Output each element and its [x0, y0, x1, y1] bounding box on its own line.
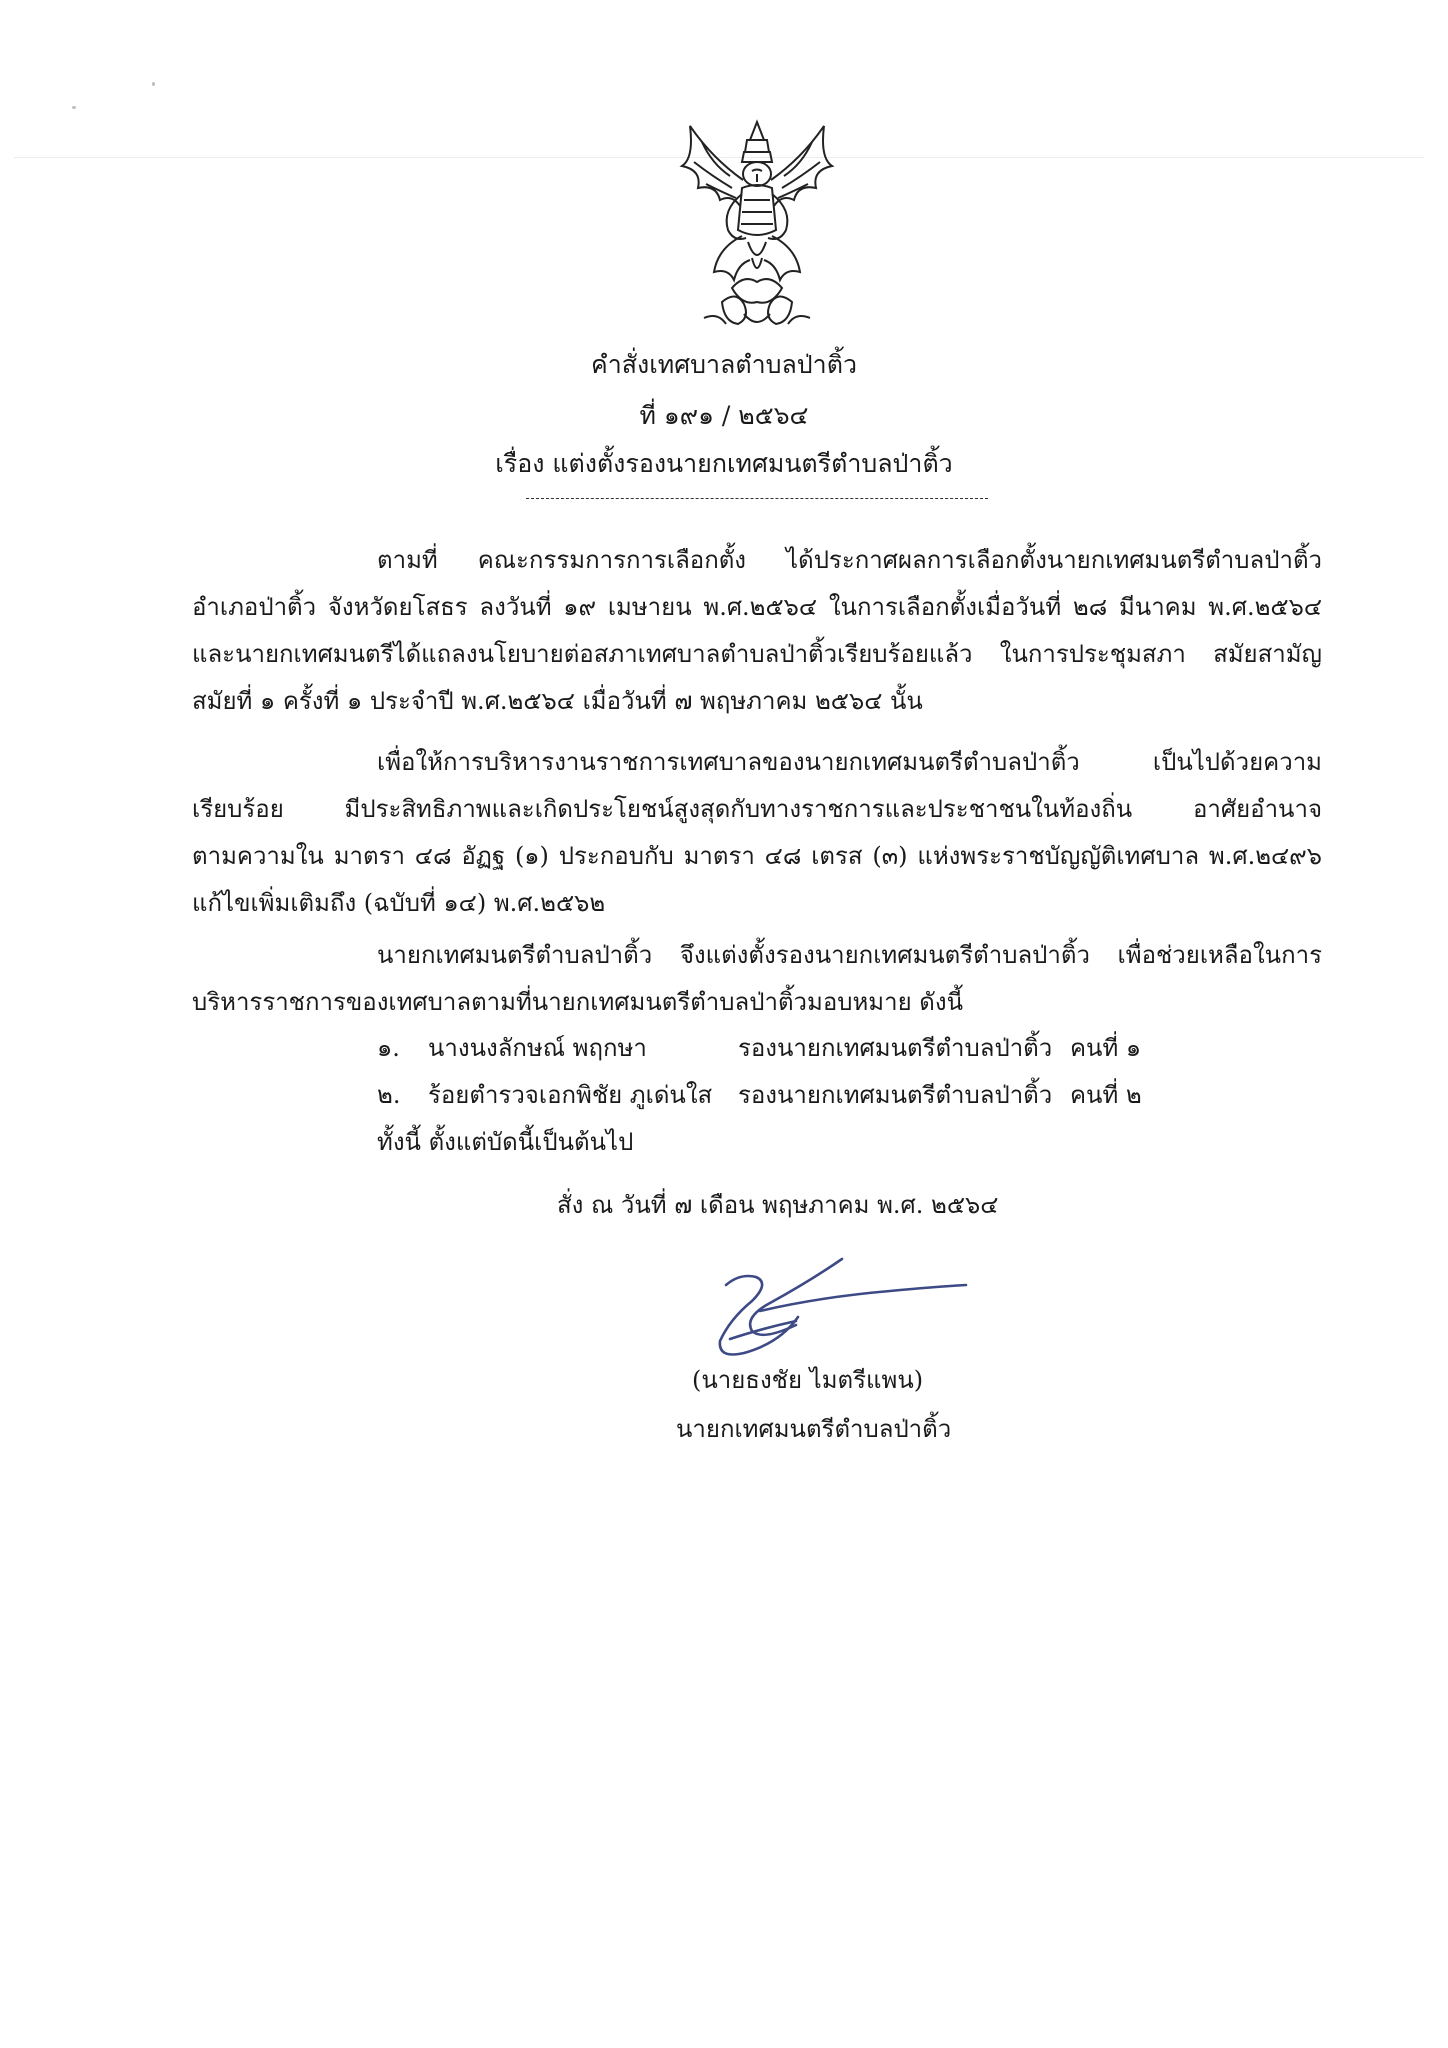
scan-speck — [72, 106, 76, 109]
paragraph-line: ตามความใน มาตรา ๔๘ อัฏฐ (๑) ประกอบกับ มาตรา ๔๘ เตรส (๓) แห่งพระราชบัญญัติเทศบาล พ.ศ.๒๔๙๖ — [192, 842, 1322, 870]
appointee-name: นางนงลักษณ์ พฤกษา — [428, 1034, 647, 1062]
handwritten-signature — [700, 1255, 980, 1360]
effective-clause: ทั้งนี้ ตั้งแต่บัดนี้เป็นต้นไป — [377, 1128, 634, 1156]
paragraph-line: บริหารราชการของเทศบาลตามที่นายกเทศมนตรีตำบลป่าติ้วมอบหมาย ดังนี้ — [192, 988, 963, 1016]
garuda-emblem-icon — [672, 118, 842, 330]
signatory-title: นายกเทศมนตรีตำบลป่าติ้ว — [676, 1415, 952, 1443]
appointee-name: ร้อยตำรวจเอกพิชัย ภูเด่นใส — [428, 1081, 713, 1109]
paragraph-line: สมัยที่ ๑ ครั้งที่ ๑ ประจำปี พ.ศ.๒๕๖๔ เมื่อวันที่ ๗ พฤษภาคม ๒๕๖๔ นั้น — [192, 687, 923, 715]
order-subject: เรื่อง แต่งตั้งรองนายกเทศมนตรีตำบลป่าติ้ว — [495, 449, 953, 478]
appointee-number: ๑. — [377, 1034, 400, 1062]
paragraph-line: ตามที่ คณะกรรมการการเลือกตั้ง ได้ประกาศผลการเลือกตั้งนายกเทศมนตรีตำบลป่าติ้ว — [377, 546, 1322, 574]
appointee-position: รองนายกเทศมนตรีตำบลป่าติ้ว — [738, 1081, 1053, 1109]
paragraph-line: นายกเทศมนตรีตำบลป่าติ้ว จึงแต่งตั้งรองนายกเทศมนตรีตำบลป่าติ้ว เพื่อช่วยเหลือในการ — [377, 941, 1322, 969]
paragraph-line: แก้ไขเพิ่มเติมถึง (ฉบับที่ ๑๔) พ.ศ.๒๕๖๒ — [192, 889, 606, 917]
appointee-number: ๒. — [377, 1081, 401, 1109]
order-title: คำสั่งเทศบาลตำบลป่าติ้ว — [591, 350, 857, 379]
appointee-position: รองนายกเทศมนตรีตำบลป่าติ้ว — [738, 1034, 1053, 1062]
order-date: สั่ง ณ วันที่ ๗ เดือน พฤษภาคม พ.ศ. ๒๕๖๔ — [557, 1191, 999, 1219]
appointee-rank: คนที่ ๒ — [1070, 1081, 1142, 1109]
scan-speck — [152, 82, 155, 86]
appointee-rank: คนที่ ๑ — [1070, 1034, 1142, 1062]
paragraph-line: และนายกเทศมนตรีได้แถลงนโยบายต่อสภาเทศบาลตำบลป่าติ้วเรียบร้อยแล้ว ในการประชุมสภา สมัยสามัญ — [192, 640, 1322, 668]
signatory-name: (นายธงชัย ไมตรีแพน) — [692, 1366, 924, 1394]
paragraph-line: อำเภอป่าติ้ว จังหวัดยโสธร ลงวันที่ ๑๙ เมษายน พ.ศ.๒๕๖๔ ในการเลือกตั้งเมื่อวันที่ ๒๘ มีนาคม พ.ศ.๒๕๖๔ — [192, 593, 1322, 621]
header-divider — [526, 498, 988, 499]
paragraph-line: เรียบร้อย มีประสิทธิภาพและเกิดประโยชน์สูงสุดกับทางราชการและประชาชนในท้องถิ่น อาศัยอำนาจ — [192, 795, 1322, 823]
paragraph-line: เพื่อให้การบริหารงานราชการเทศบาลของนายกเทศมนตรีตำบลป่าติ้ว เป็นไปด้วยความ — [377, 748, 1322, 776]
order-number: ที่ ๑๙๑ / ๒๕๖๔ — [639, 401, 809, 430]
